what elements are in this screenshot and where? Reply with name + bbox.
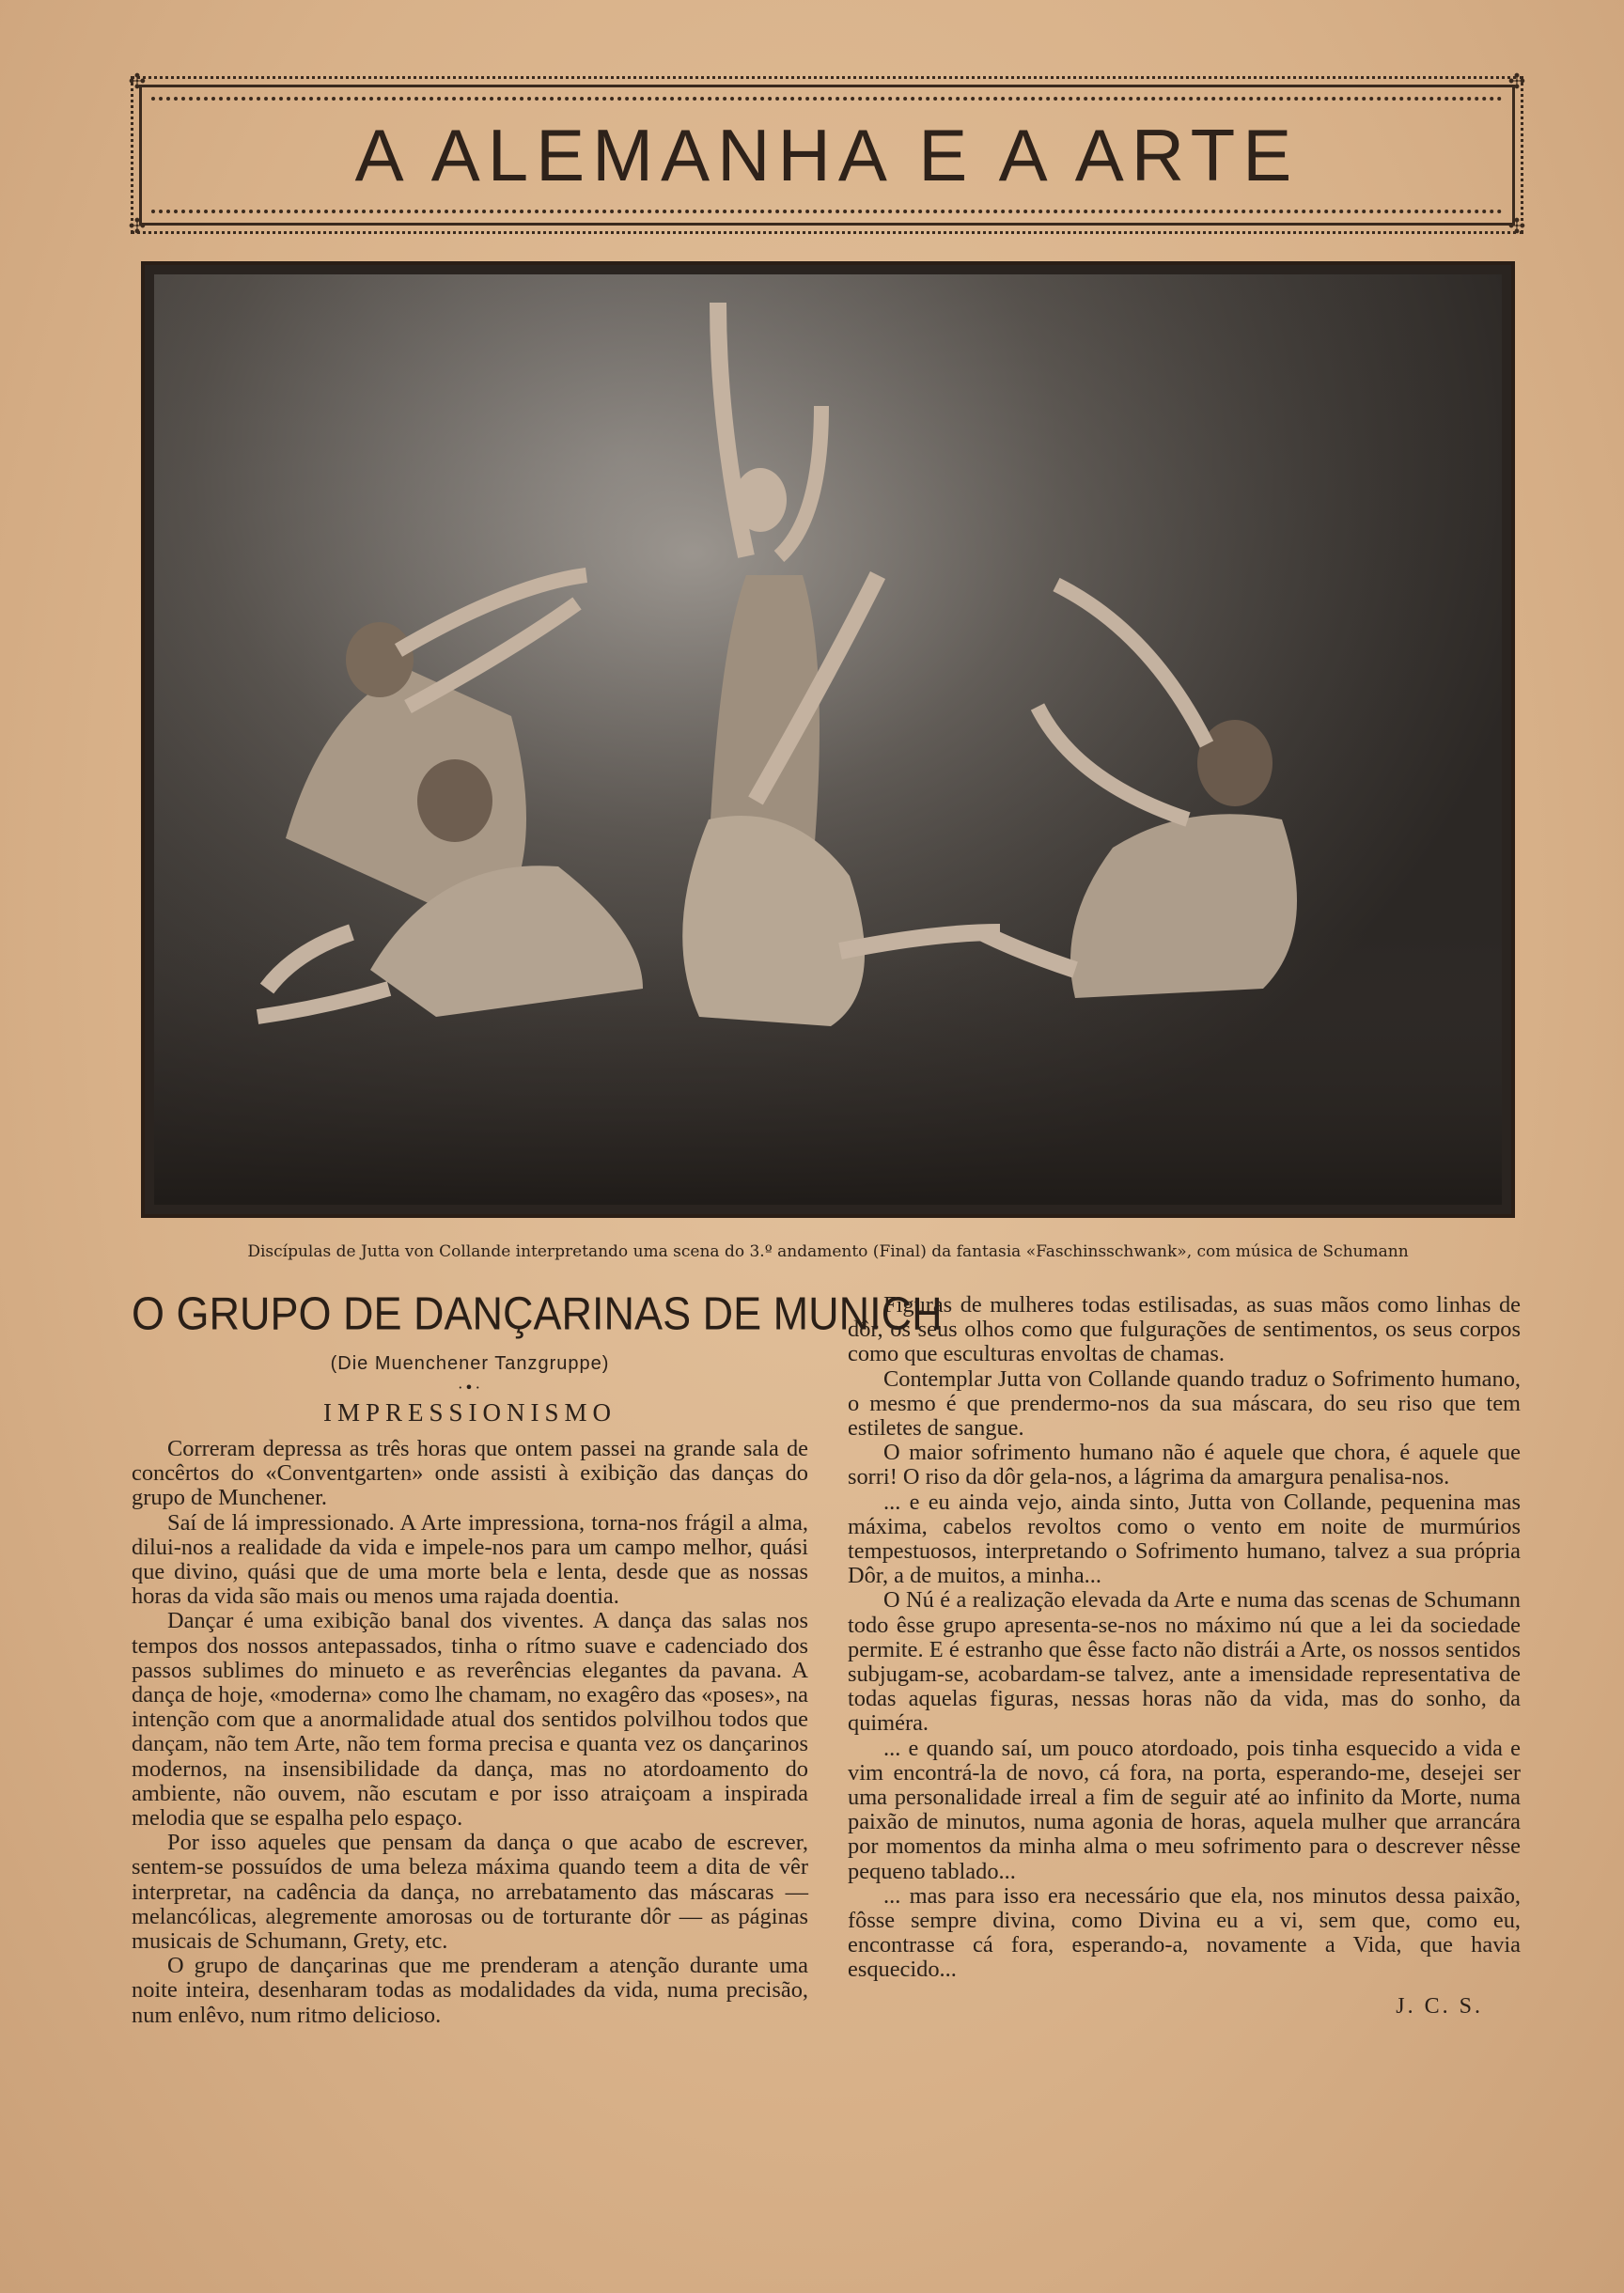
article-left-column: [132, 1287, 943, 2028]
paragraph: ... e eu ainda vejo, ainda sinto, Jutta von Collande, pequenina mas máxima, cabelos revoltos como o vento em noite de murmúrios tempestuosos, interpretando o Sofrimento humano, talvez a sua própria Dôr, a de muitos, a minha...: [848, 1489, 1521, 1589]
paragraph: Figuras de mulheres todas estilisadas, as suas mãos como linhas de dôr, os seus olhos como que fulgurações de sentimentos, os seus corpos como que esculturas envoltas de chamas.: [848, 1292, 1521, 1367]
corner-ornament-icon: ✣: [128, 215, 147, 239]
dancers-photo: [154, 274, 1502, 1205]
paragraph: O grupo de dançarinas que me prenderam a atenção durante uma noite inteira, desenharam todas as modalidades da vida, numa precisão, num enlêvo, num ritmo delicioso.: [132, 1953, 808, 2028]
dancers-illustration: [154, 274, 1502, 1205]
article-subtitle: (Die Muenchener Tanzgruppe): [330, 1353, 610, 1374]
author-signature: J. C. S.: [1396, 1993, 1483, 2019]
photo-frame: [141, 261, 1515, 1218]
divider-ornament: ·•·: [458, 1379, 482, 1396]
corner-ornament-icon: ✣: [1507, 70, 1526, 94]
corner-ornament-icon: ✣: [128, 70, 147, 94]
paragraph: Por isso aqueles que pensam da dança o que acabo de escrever, sentem-se possuídos de uma beleza máxima quando teem a dita de vêr interpretar, na cadência da dança, no arrebatamento das máscaras — melancólicas, alegremente amorosas ou de torturante dôr — as páginas musicais de Schumann, Grety, etc.: [132, 1830, 808, 1955]
article-right-column: [848, 1293, 1521, 2020]
paragraph: Contemplar Jutta von Collande quando traduz o Sofrimento humano, o mesmo é que prendermo-nos da sua máscara, do seu riso que tem estiletes de sangue.: [848, 1365, 1521, 1442]
paragraph: O maior sofrimento humano não é aquele que chora, é aquele que sorri! O riso da dôr gela-nos, a lágrima da amargura penalisa-nos.: [848, 1440, 1521, 1490]
paragraph: O Nú é a realização elevada da Arte e numa das scenas de Schumann todo êsse grupo apresenta-se-nos no máximo nú que a lei da sociedade permite. E é estranho que êsse facto não distrái a Arte, os nossos sentidos subjugam-se, acobardam-se talvez, ante a imensidade representativa de todas aquelas figuras, nessas horas não da vida, mas do sonho, da quiméra.: [848, 1587, 1521, 1737]
title-frame: [128, 70, 1526, 239]
paragraph: Saí de lá impressionado. A Arte impressiona, torna-nos frágil a alma, dilui-nos a realidade da vida e impele-nos para um campo melhor, quási que divino, quási que de uma morte bela e lenta, desde que as nossas horas da vida são mais ou menos uma rajada doentia.: [132, 1509, 808, 1610]
paragraph: ... e quando saí, um pouco atordoado, pois tinha esquecido a vida e vim encontrá-la de novo, cá fora, na porta, esperando-me, desejei ser uma personalidade irreal a fim de seguir até ao infinito da Morte, numa paixão de minutos, numa agonia de horas, aquela mulher que arrancára por momentos da minha alma o meu sofrimento para o descrever nêsse pequeno tablado...: [848, 1735, 1521, 1884]
photo-caption: Discípulas de Jutta von Collande interpretando uma scena do 3.º andamento (Final) da fantasia «Faschinsschwank», com música de Schumann: [247, 1242, 1409, 1261]
paragraph: ... mas para isso era necessário que ela, nos minutos dessa paixão, fôsse sempre divina, como Divina eu a vi, sem que, como eu, encontrasse cá fora, esperando-a, novamente a Vida, que havia esquecido...: [848, 1882, 1521, 1983]
paragraph: Correram depressa as três horas que ontem passei na grande sala de concêrtos do «Conventgarten» onde assisti à exibição das danças do grupo de Munchener.: [132, 1436, 808, 1511]
section-heading: IMPRESSIONISMO: [322, 1398, 617, 1427]
page-title: A ALEMANHA E A ARTE: [354, 113, 1300, 196]
corner-ornament-icon: ✣: [1507, 215, 1526, 239]
paragraph: Dançar é uma exibição banal dos viventes. A dança das salas nos tempos dos nossos antepassados, tinha o rítmo suave e cadenciado dos passos sublimes do minueto e as reverências elegantes da pavana. A dança de hoje, «moderna» como lhe chamam, no exagêro das «poses», na intenção com que a anormalidade atual dos sentidos polvilhou todos que dançam, não tem Arte, não tem forma precisa e quanta vez os dançarinos modernos, na insensibilidade da dança, mas no atordoamento do ambiente, não ouvem, não escutam e por isso atraiçoam a inspirada melodia que se espalha pelo espaço.: [132, 1608, 808, 1832]
article-headline: O GRUPO DE DANÇARINAS DE MUNICH: [132, 1287, 943, 1340]
